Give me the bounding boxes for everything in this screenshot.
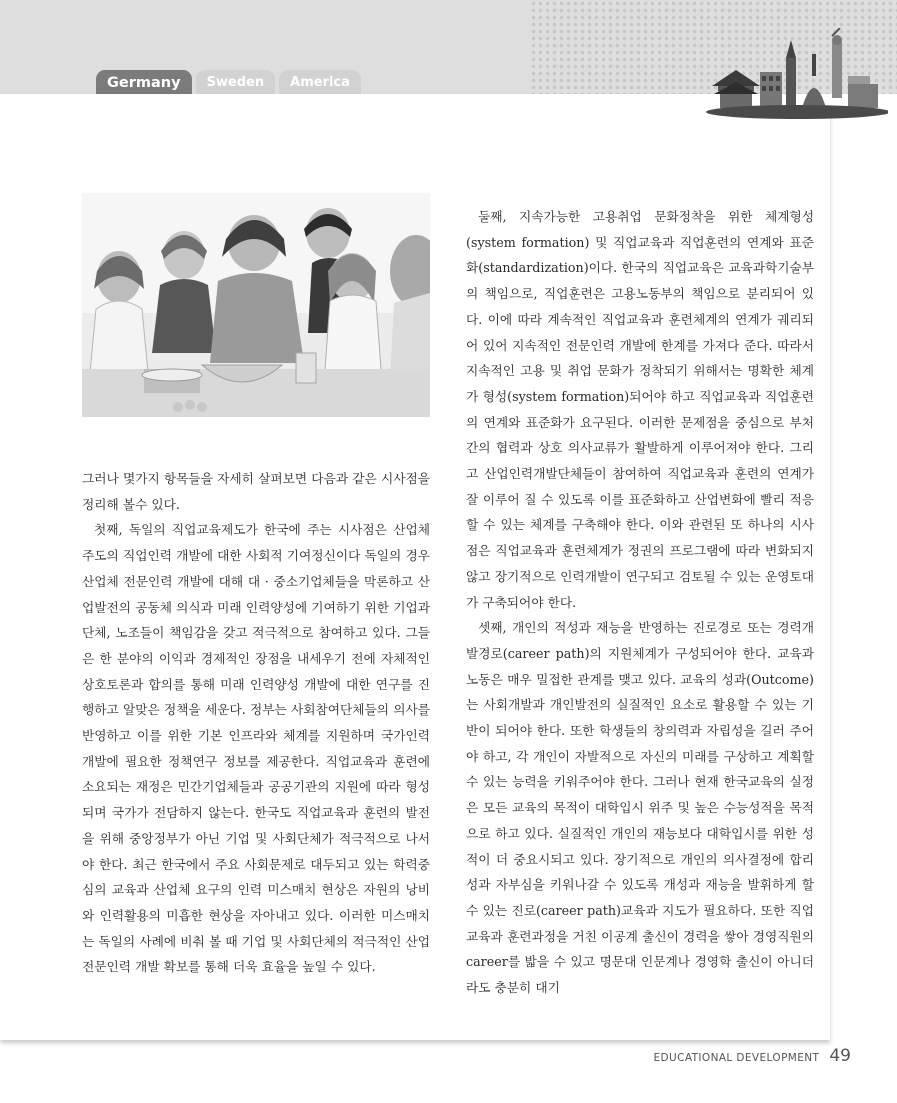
right-text-column	[466, 204, 814, 1001]
tab-germany[interactable]: Germany	[96, 70, 192, 94]
country-tabs	[96, 70, 361, 94]
page-number: 49	[829, 1046, 851, 1066]
footer-label: EDUCATIONAL DEVELOPMENT	[653, 1052, 820, 1064]
paragraph: 셋째, 개인의 적성과 재능을 반영하는 진로경로 또는 경력개발경로(career path)의 지원체계가 구성되어야 한다. 교육과 노동은 매우 밀접한 관계를 맺고 있다. 교육의 성과(Outcome)는 사회개발과 개인발전의 실질적인 요소로 활용할 수 있는 기반이 되어야 한다. 또한 학생들의 창의력과 자립성을 길러 주어야 하고, 각 개인이 자발적으로 자신의 미래를 구상하고 계획할 수 있는 능력을 키워주어야 한다. 그러나 현재 한국교육의 실정은 모든 교육의 목적이 대학입시 위주 및 높은 수능성적을 목적으로 하고 있다. 실질적인 개인의 재능보다 대학입시를 위한 성적이 더 중요시되고 있다. 장기적으로 개인의 의사결정에 합리성과 자부심을 키워나갈 수 있도록 개성과 재능을 발휘하게 할 수 있는 진로(career path)교육과 지도가 필요하다. 또한 직업교육과 훈련과정을 거친 이공계 출신이 경력을 쌓아 경영직원의 career를 밟을 수 있고 명문대 인문계나 경영학 출신이 아니더라도 충분히 대기	[466, 620, 814, 996]
tab-america[interactable]: America	[279, 70, 361, 94]
world-landmarks-icon	[698, 28, 888, 138]
tab-sweden[interactable]: Sweden	[196, 70, 276, 94]
paragraph: 그러나 몇가지 항목들을 자세히 살펴보면 다음과 같은 시사점을 정리해 볼수 있다.	[82, 471, 430, 512]
left-text-column	[82, 466, 430, 980]
page-footer	[653, 1046, 851, 1066]
paragraph: 첫째, 독일의 직업교육제도가 한국에 주는 시사점은 산업체 주도의 직업인력 개발에 대한 사회적 기여정신이다 독일의 경우 산업체 전문인력 개발에 대해 대 · 중소기업체들을 막론하고 산업발전의 공동체 의식과 미래 인력양성에 기여하기 위한 기업과 단체, 노조들이 책임감을 갖고 적극적으로 참여하고 있다. 그들은 한 분야의 이익과 경제적인 장점을 내세우기 전에 자체적인 상호토론과 합의를 통해 미래 인력양성 개발에 대한 연구를 진행하고 알맞은 정책을 세운다. 정부는 사회참여단체들의 의사를 반영하고 이를 위한 기본 인프라와 체계를 지원하며 국가인력 개발에 필요한 정책연구 정보를 제공한다. 직업교육과 훈련에 소요되는 재정은 민간기업체들과 공공기관의 지원에 따라 형성되며 국가가 전담하지 않는다. 한국도 직업교육과 훈련의 발전을 위해 중앙정부가 아닌 기업 및 사회단체가 적극적으로 나서야 한다. 최근 한국에서 주요 사회문제로 대두되고 있는 학력중심의 교육과 산업체 요구의 인력 미스매치 현상은 자원의 낭비와 인력활용의 미흡한 현상을 자아내고 있다. 이러한 미스매치는 독일의 사례에 비춰 볼 때 기업 및 사회단체의 적극적인 산업전문인력 개발 확보를 통해 더욱 효율을 높일 수 있다.	[82, 522, 430, 975]
paragraph: 둘째, 지속가능한 고용취업 문화정착을 위한 체계형성(system formation) 및 직업교육과 직업훈련의 연계와 표준화(standardization)이다. 한국의 직업교육은 교육과학기술부의 책임으로, 직업훈련은 고용노동부의 책임으로 분리되어 있다. 이에 따라 계속적인 직업교육과 훈련체계의 연계가 궤리되어 있어 지속적인 전문인력 개발에 한계를 가져다 준다. 따라서 지속적인 고용 및 취업 문화가 정착되기 위해서는 명확한 체계가 형성(system formation)되어야 하고 직업교육과 직업훈련의 연계와 표준화가 요구된다. 이러한 문제점을 중심으로 부처 간의 협력과 상호 의사교류가 활발하게 이루어져야 한다. 그리고 산업인력개발단체들이 참여하여 직업교육과 훈련의 연계가 잘 이루어 질 수 있도록 이를 표준화하고 산업변화에 빨리 적응할 수 있는 체계를 구축해야 한다. 이와 관련된 또 하나의 시사점은 직업교육과 훈련체계가 정권의 프로그램에 따라 변화되지 않고 장기적으로 인력개발이 연구되고 검토될 수 있는 운영토대가 구축되어야 한다.	[466, 209, 814, 610]
cooking-class-photo	[82, 193, 430, 417]
